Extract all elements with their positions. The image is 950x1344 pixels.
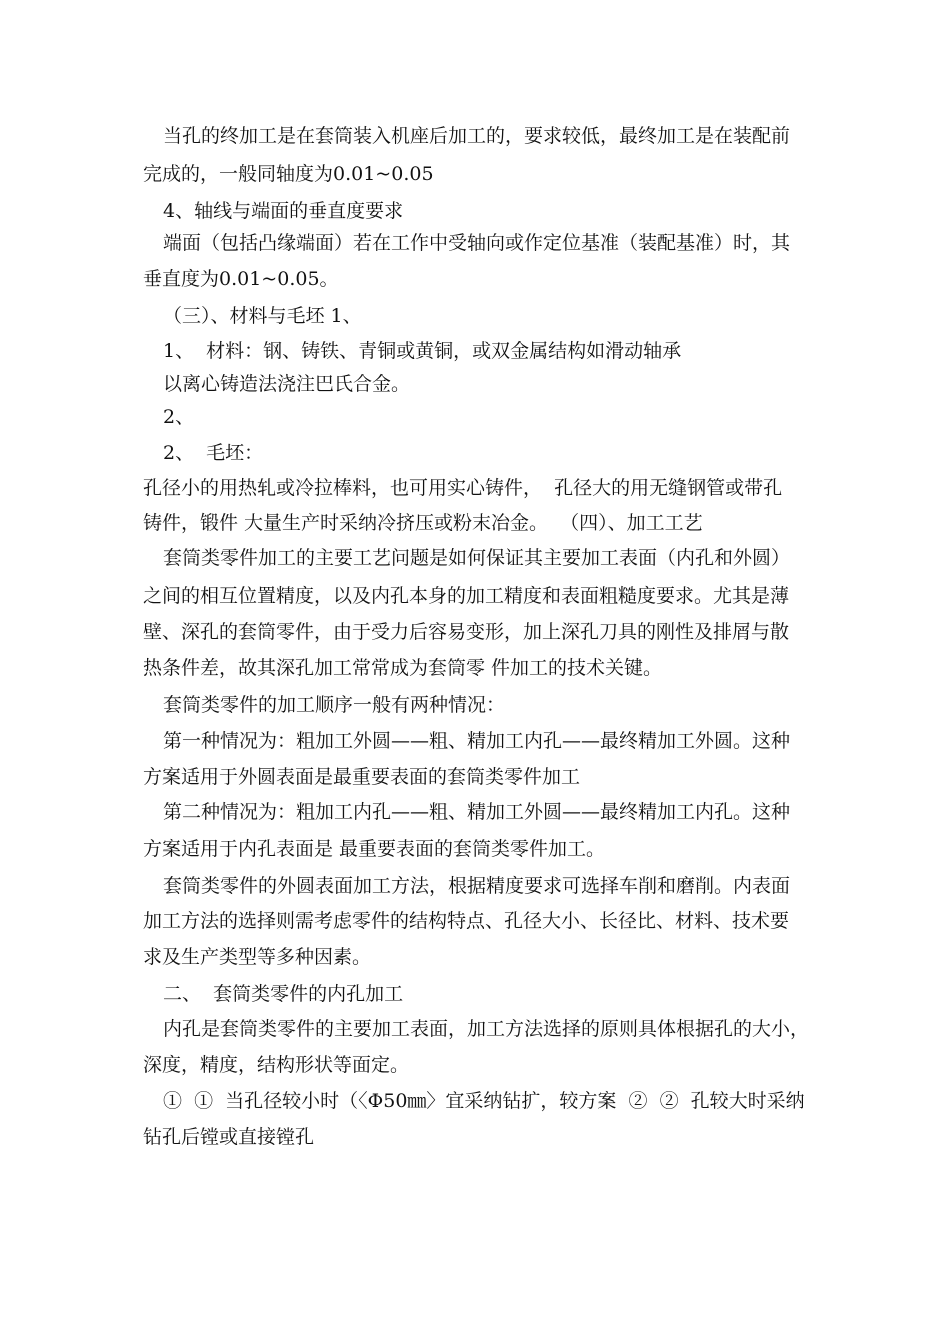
text-line: 第二种情况为：粗加工内孔——粗、精加工外圆——最终精加工内孔。这种 bbox=[163, 801, 791, 823]
text-line: 方案适用于外圆表面是最重要表面的套筒类零件加工 bbox=[143, 766, 581, 788]
text-line: 内孔是套筒类零件的主要加工表面，加工方法选择的原则具体根据孔的大小， bbox=[163, 1018, 810, 1040]
text-line: 4、轴线与端面的垂直度要求 bbox=[163, 200, 404, 222]
text-line: 铸件，锻件 大量生产时采纳冷挤压或粉末冶金。 （四）、加工工艺 bbox=[143, 512, 703, 534]
text-line: 完成的，一般同轴度为0.01~0.05 bbox=[143, 163, 434, 185]
text-line: （三）、材料与毛坯 1、 bbox=[163, 305, 362, 327]
text-line: 当孔的终加工是在套筒装入机座后加工的，要求较低，最终加工是在装配前 bbox=[163, 125, 791, 147]
text-line: 之间的相互位置精度，以及内孔本身的加工精度和表面粗糙度要求。尤其是薄 bbox=[143, 585, 790, 607]
text-line: 热条件差，故其深孔加工常常成为套筒零 件加工的技术关键。 bbox=[143, 657, 663, 679]
text-line: 垂直度为0.01~0.05。 bbox=[143, 268, 339, 290]
text-line: 套筒类零件的加工顺序一般有两种情况： bbox=[163, 694, 506, 716]
text-line: 1、 材料：钢、铸铁、青铜或黄铜，或双金属结构如滑动轴承 bbox=[163, 340, 682, 362]
text-line: 套筒类零件的外圆表面加工方法，根据精度要求可选择车削和磨削。内表面 bbox=[163, 875, 791, 897]
text-line: ① ① 当孔径较小时（〈Φ50㎜〉宜采纳钻扩，较方案 ② ② 孔较大时采纳 bbox=[163, 1090, 805, 1112]
text-line: 2、 bbox=[163, 406, 195, 428]
text-line: 以离心铸造法浇注巴氏合金。 bbox=[163, 373, 411, 395]
text-line: 钻孔后镗或直接镗孔 bbox=[143, 1126, 315, 1148]
text-line: 第一种情况为：粗加工外圆——粗、精加工内孔——最终精加工外圆。这种 bbox=[163, 730, 791, 752]
text-line: 2、 毛坯： bbox=[163, 442, 264, 464]
text-line: 求及生产类型等多种因素。 bbox=[143, 946, 372, 968]
text-line: 孔径小的用热轧或冷拉棒料，也可用实心铸件， 孔径大的用无缝钢管或带孔 bbox=[143, 477, 783, 499]
text-line: 二、 套筒类零件的内孔加工 bbox=[163, 983, 404, 1005]
text-line: 加工方法的选择则需考虑零件的结构特点、孔径大小、长径比、材料、技术要 bbox=[143, 910, 790, 932]
text-line: 壁、深孔的套筒零件，由于受力后容易变形，加上深孔刀具的刚性及排屑与散 bbox=[143, 621, 790, 643]
text-line: 套筒类零件加工的主要工艺问题是如何保证其主要加工表面（内孔和外圆） bbox=[163, 547, 791, 569]
text-line: 深度，精度，结构形状等面定。 bbox=[143, 1054, 410, 1076]
text-line: 方案适用于内孔表面是 最重要表面的套筒类零件加工。 bbox=[143, 838, 606, 860]
text-line: 端面（包括凸缘端面）若在工作中受轴向或作定位基准（装配基准）时，其 bbox=[163, 232, 791, 254]
